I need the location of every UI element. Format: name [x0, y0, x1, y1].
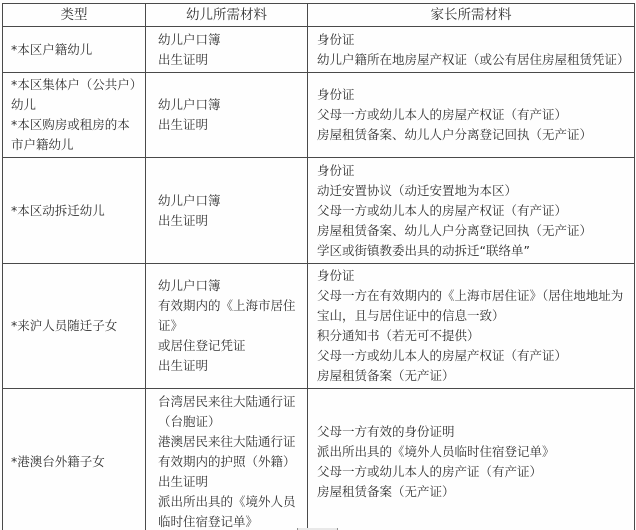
material-line: 出生证明 — [158, 117, 209, 132]
material-line: 出生证明 — [158, 212, 209, 228]
material-line: 父母一方或幼儿本人的房屋产权证（有产证） — [317, 202, 568, 218]
material-line: *本区集体户（公共户）幼儿 — [11, 77, 137, 112]
material-line: *港澳台外籍子女 — [11, 454, 105, 469]
material-line: 幼儿户籍所在地房屋产权证（或公有居住房屋租赁凭证） — [317, 51, 630, 67]
material-line: 父母一方或幼儿本人的房屋产权证（有产证） — [317, 348, 568, 363]
material-line: 学区或街镇教委出具的动拆迁“联络单” — [317, 242, 530, 258]
cell-type — [3, 73, 146, 158]
material-line: 幼儿户口簿 — [158, 192, 221, 208]
material-line: 身份证 — [317, 87, 355, 102]
cell-type — [3, 389, 146, 530]
cell-child-materials — [146, 73, 308, 158]
material-line: 身份证 — [317, 162, 355, 178]
cell-parent-materials — [308, 73, 635, 158]
material-line: 积分通知书（若无可不提供） — [317, 328, 480, 343]
material-line: 父母一方在有效期内的《上海市居住证》（居住地地址为宝山，且与居住证中的信息一致） — [317, 288, 624, 323]
material-line: 动迁安置协议（动迁安置地为本区） — [317, 182, 518, 198]
cell-child-materials — [146, 158, 308, 264]
material-line: *本区户籍幼儿 — [11, 41, 93, 57]
material-line: 港澳居民来往大陆通行证 — [158, 434, 296, 449]
material-line: 房屋租赁备案、幼儿人户分离登记回执（无产证） — [317, 127, 593, 142]
cell-type — [3, 158, 146, 264]
material-line: 房屋租赁备案（无产证） — [317, 368, 455, 383]
material-line: 父母一方有效的身份证明 — [317, 424, 455, 439]
material-line: 台湾居民来往大陆通行证（台胞证） — [158, 394, 296, 429]
material-line: 父母一方或幼儿本人的房屋产权证（有产证） — [317, 107, 568, 122]
column-header-child-materials: 幼儿所需材料 — [146, 4, 308, 27]
table-row — [3, 264, 635, 389]
material-line: 身份证 — [317, 268, 355, 283]
material-line: 或居住登记凭证 — [158, 338, 246, 353]
material-line: 幼儿户口簿 — [158, 31, 221, 47]
cell-parent-materials — [308, 27, 635, 73]
cell-child-materials — [146, 264, 308, 389]
cell-parent-materials — [308, 158, 635, 264]
material-line: 房屋租赁备案、幼儿人户分离登记回执（无产证） — [317, 222, 593, 238]
material-line: 出生证明 — [158, 358, 209, 373]
material-line: 房屋租赁备案（无产证） — [317, 484, 455, 499]
cell-type — [3, 264, 146, 389]
material-line: 派出所出具的《境外人员临时住宿登记单》 — [317, 444, 555, 459]
material-line: *本区购房或租房的本市户籍幼儿 — [11, 117, 130, 152]
material-line: *来沪人员随迁子女 — [11, 318, 118, 333]
table-row — [3, 73, 635, 158]
cell-parent-materials — [308, 389, 635, 530]
page — [0, 3, 636, 530]
column-header-parent-materials: 家长所需材料 — [308, 4, 635, 27]
column-header-type: 类型 — [3, 4, 146, 27]
table-row — [3, 158, 635, 264]
material-line: 出生证明 — [158, 51, 209, 67]
material-line: 出生证明 — [158, 474, 209, 489]
cell-child-materials — [146, 27, 308, 73]
material-line: 幼儿户口簿 — [158, 278, 221, 293]
table-row — [3, 27, 635, 73]
material-line: 有效期内的《上海市居住证》 — [158, 298, 296, 333]
material-line: 父母一方或幼儿本人的房产证（有产证） — [317, 464, 543, 479]
table-row — [3, 389, 635, 530]
material-line: 身份证 — [317, 31, 355, 47]
material-line: 有效期内的护照（外籍） — [158, 454, 296, 469]
material-line: 幼儿户口簿 — [158, 97, 221, 112]
material-line: *本区动拆迁幼儿 — [11, 202, 105, 218]
cell-type — [3, 27, 146, 73]
enrollment-materials-table — [2, 3, 635, 530]
material-line: 派出所出具的《境外人员临时住宿登记单》 — [158, 494, 296, 529]
cell-child-materials — [146, 389, 308, 530]
table-header-row — [3, 4, 635, 27]
cell-parent-materials — [308, 264, 635, 389]
